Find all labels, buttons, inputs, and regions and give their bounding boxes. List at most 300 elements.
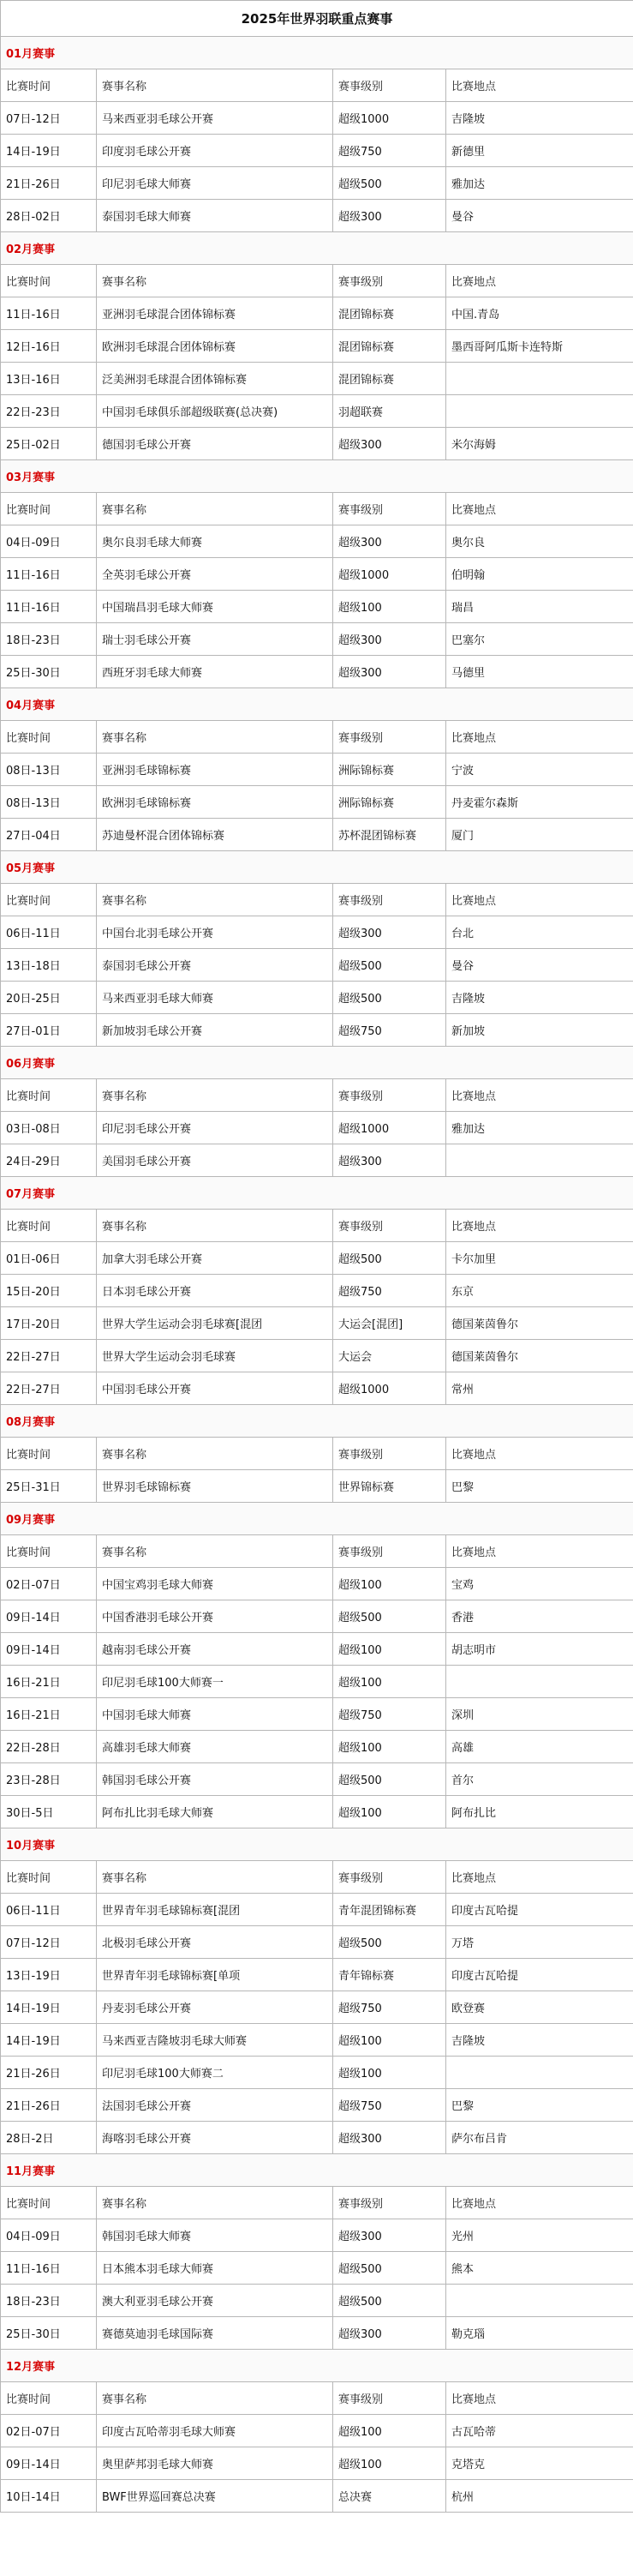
month-label: 01月赛事 [1, 37, 633, 69]
event-date: 06日-11日 [1, 1894, 97, 1926]
month-label: 11月赛事 [1, 2154, 633, 2187]
event-name: 马来西亚羽毛球大师赛 [97, 982, 333, 1014]
column-header: 赛事级别 [333, 2187, 446, 2219]
event-location: 胡志明市 [446, 1633, 633, 1666]
table-row [1, 786, 633, 819]
column-header-row [1, 1438, 633, 1470]
event-name: 奥尔良羽毛球大师赛 [97, 525, 333, 558]
column-header: 比赛时间 [1, 884, 97, 916]
event-location: 中国.青岛 [446, 297, 633, 330]
event-date: 07日-12日 [1, 1926, 97, 1959]
event-level: 超级100 [333, 2447, 446, 2480]
column-header: 比赛时间 [1, 265, 97, 297]
event-location: 新德里 [446, 135, 633, 167]
event-date: 14日-19日 [1, 2024, 97, 2057]
table-row [1, 2089, 633, 2122]
event-name: 泰国羽毛球大师赛 [97, 200, 333, 232]
event-name: 世界青年羽毛球锦标赛[混团 [97, 1894, 333, 1926]
event-location: 香港 [446, 1600, 633, 1633]
event-level: 超级500 [333, 949, 446, 982]
event-date: 18日-23日 [1, 623, 97, 656]
table-row [1, 982, 633, 1014]
table-row [1, 2219, 633, 2252]
month-header-row [1, 37, 633, 69]
title-row [1, 1, 633, 37]
event-name: 马来西亚羽毛球公开赛 [97, 102, 333, 135]
event-name: 泛美洲羽毛球混合团体锦标赛 [97, 363, 333, 395]
event-date: 24日-29日 [1, 1144, 97, 1177]
month-label: 09月赛事 [1, 1503, 633, 1535]
event-level: 总决赛 [333, 2480, 446, 2513]
event-location [446, 363, 633, 395]
table-row [1, 1014, 633, 1047]
event-level: 洲际锦标赛 [333, 754, 446, 786]
event-location: 米尔海姆 [446, 428, 633, 460]
event-level: 青年混团锦标赛 [333, 1894, 446, 1926]
event-date: 11日-16日 [1, 297, 97, 330]
column-header: 赛事级别 [333, 1535, 446, 1568]
table-row [1, 2285, 633, 2317]
month-label: 04月赛事 [1, 688, 633, 721]
event-date: 14日-19日 [1, 1991, 97, 2024]
page-title: 2025年世界羽联重点赛事 [1, 1, 633, 37]
event-date: 28日-2日 [1, 2122, 97, 2154]
event-name: 澳大利亚羽毛球公开赛 [97, 2285, 333, 2317]
event-name: 日本熊本羽毛球大师赛 [97, 2252, 333, 2285]
event-date: 23日-28日 [1, 1763, 97, 1796]
event-level: 超级1000 [333, 558, 446, 591]
table-row [1, 2480, 633, 2513]
month-label: 07月赛事 [1, 1177, 633, 1210]
table-row [1, 1340, 633, 1372]
event-name: 中国羽毛球俱乐部超级联赛(总决赛) [97, 395, 333, 428]
month-label: 03月赛事 [1, 460, 633, 493]
event-location: 深圳 [446, 1698, 633, 1731]
event-name: 印尼羽毛球100大师赛二 [97, 2057, 333, 2089]
event-level: 超级100 [333, 2024, 446, 2057]
event-date: 15日-20日 [1, 1275, 97, 1307]
event-location: 印度古瓦哈提 [446, 1959, 633, 1991]
event-name: 韩国羽毛球大师赛 [97, 2219, 333, 2252]
event-date: 22日-28日 [1, 1731, 97, 1763]
event-name: 新加坡羽毛球公开赛 [97, 1014, 333, 1047]
month-header-row [1, 2350, 633, 2382]
table-row [1, 2024, 633, 2057]
table-row [1, 1568, 633, 1600]
event-date: 18日-23日 [1, 2285, 97, 2317]
column-header: 赛事名称 [97, 884, 333, 916]
event-name: 泰国羽毛球公开赛 [97, 949, 333, 982]
event-location: 巴黎 [446, 2089, 633, 2122]
event-date: 13日-19日 [1, 1959, 97, 1991]
event-location [446, 1144, 633, 1177]
event-date: 13日-16日 [1, 363, 97, 395]
table-row [1, 916, 633, 949]
event-location: 宝鸡 [446, 1568, 633, 1600]
month-label: 05月赛事 [1, 851, 633, 884]
event-location: 常州 [446, 1372, 633, 1405]
event-location: 巴黎 [446, 1470, 633, 1503]
event-level: 超级500 [333, 167, 446, 200]
table-row [1, 1633, 633, 1666]
event-level: 大运会[混团] [333, 1307, 446, 1340]
table-row [1, 2252, 633, 2285]
event-level: 超级300 [333, 2219, 446, 2252]
event-name: 世界青年羽毛球锦标赛[单项 [97, 1959, 333, 1991]
event-name: 加拿大羽毛球公开赛 [97, 1242, 333, 1275]
column-header-row [1, 2382, 633, 2415]
event-location: 台北 [446, 916, 633, 949]
event-level: 超级300 [333, 1144, 446, 1177]
event-location: 巴塞尔 [446, 623, 633, 656]
event-name: 世界羽毛球锦标赛 [97, 1470, 333, 1503]
column-header: 赛事名称 [97, 1861, 333, 1894]
event-location: 雅加达 [446, 1112, 633, 1144]
table-row [1, 135, 633, 167]
table-row [1, 167, 633, 200]
event-level: 超级500 [333, 982, 446, 1014]
event-name: 世界大学生运动会羽毛球赛 [97, 1340, 333, 1372]
column-header: 比赛地点 [446, 1079, 633, 1112]
table-row [1, 1894, 633, 1926]
table-row [1, 1242, 633, 1275]
column-header-row [1, 493, 633, 525]
table-row [1, 330, 633, 363]
column-header-row [1, 884, 633, 916]
event-level: 超级750 [333, 2089, 446, 2122]
event-location [446, 1666, 633, 1698]
column-header: 比赛地点 [446, 1210, 633, 1242]
event-name: 印尼羽毛球100大师赛一 [97, 1666, 333, 1698]
event-name: 美国羽毛球公开赛 [97, 1144, 333, 1177]
event-date: 27日-04日 [1, 819, 97, 851]
event-date: 13日-18日 [1, 949, 97, 982]
event-location: 勒克瑙 [446, 2317, 633, 2350]
event-level: 超级300 [333, 623, 446, 656]
event-name: 中国台北羽毛球公开赛 [97, 916, 333, 949]
table-row [1, 1307, 633, 1340]
event-level: 超级750 [333, 1275, 446, 1307]
column-header: 赛事级别 [333, 493, 446, 525]
column-header: 赛事级别 [333, 1438, 446, 1470]
event-level: 超级1000 [333, 1372, 446, 1405]
event-date: 27日-01日 [1, 1014, 97, 1047]
event-name: 海喀羽毛球公开赛 [97, 2122, 333, 2154]
column-header: 比赛地点 [446, 721, 633, 754]
column-header: 赛事级别 [333, 1210, 446, 1242]
event-level: 超级750 [333, 1014, 446, 1047]
event-level: 超级500 [333, 1600, 446, 1633]
column-header-row [1, 1210, 633, 1242]
event-name: 西班牙羽毛球大师赛 [97, 656, 333, 688]
column-header: 赛事级别 [333, 2382, 446, 2415]
column-header: 比赛地点 [446, 265, 633, 297]
column-header: 赛事级别 [333, 1861, 446, 1894]
column-header: 比赛地点 [446, 884, 633, 916]
month-header-row [1, 2154, 633, 2187]
table-row [1, 1763, 633, 1796]
event-name: 北极羽毛球公开赛 [97, 1926, 333, 1959]
event-level: 超级100 [333, 2057, 446, 2089]
events-table-body [1, 1, 633, 2513]
column-header-row [1, 265, 633, 297]
column-header: 赛事名称 [97, 1079, 333, 1112]
event-date: 03日-08日 [1, 1112, 97, 1144]
event-level: 超级500 [333, 1926, 446, 1959]
event-name: 日本羽毛球公开赛 [97, 1275, 333, 1307]
event-name: 印尼羽毛球公开赛 [97, 1112, 333, 1144]
event-name: 丹麦羽毛球公开赛 [97, 1991, 333, 2024]
event-name: 赛德莫迪羽毛球国际赛 [97, 2317, 333, 2350]
column-header: 比赛地点 [446, 2187, 633, 2219]
event-date: 16日-21日 [1, 1666, 97, 1698]
table-row [1, 1275, 633, 1307]
event-date: 14日-19日 [1, 135, 97, 167]
event-level: 超级300 [333, 656, 446, 688]
event-location [446, 2285, 633, 2317]
event-level: 超级100 [333, 591, 446, 623]
event-date: 06日-11日 [1, 916, 97, 949]
event-level: 超级100 [333, 1633, 446, 1666]
event-date: 11日-16日 [1, 558, 97, 591]
event-date: 21日-26日 [1, 167, 97, 200]
event-location: 卡尔加里 [446, 1242, 633, 1275]
event-location: 丹麦霍尔森斯 [446, 786, 633, 819]
event-name: 马来西亚吉隆坡羽毛球大师赛 [97, 2024, 333, 2057]
event-name: 印度羽毛球公开赛 [97, 135, 333, 167]
event-date: 04日-09日 [1, 2219, 97, 2252]
table-row [1, 2057, 633, 2089]
event-location [446, 395, 633, 428]
column-header: 赛事级别 [333, 721, 446, 754]
month-header-row [1, 232, 633, 265]
event-name: BWF世界巡回赛总决赛 [97, 2480, 333, 2513]
column-header: 比赛时间 [1, 493, 97, 525]
table-row [1, 1666, 633, 1698]
column-header: 比赛时间 [1, 1210, 97, 1242]
event-name: 全英羽毛球公开赛 [97, 558, 333, 591]
event-level: 青年锦标赛 [333, 1959, 446, 1991]
month-label: 08月赛事 [1, 1405, 633, 1438]
event-date: 25日-31日 [1, 1470, 97, 1503]
event-location: 曼谷 [446, 200, 633, 232]
column-header: 比赛时间 [1, 1861, 97, 1894]
event-name: 苏迪曼杯混合团体锦标赛 [97, 819, 333, 851]
event-date: 10日-14日 [1, 2480, 97, 2513]
table-row [1, 1698, 633, 1731]
table-row [1, 819, 633, 851]
event-level: 超级1000 [333, 102, 446, 135]
month-label: 02月赛事 [1, 232, 633, 265]
table-row [1, 591, 633, 623]
column-header: 比赛时间 [1, 721, 97, 754]
month-label: 12月赛事 [1, 2350, 633, 2382]
event-name: 越南羽毛球公开赛 [97, 1633, 333, 1666]
month-header-row [1, 1177, 633, 1210]
table-row [1, 2415, 633, 2447]
column-header: 赛事名称 [97, 1535, 333, 1568]
table-row [1, 623, 633, 656]
event-level: 超级500 [333, 1763, 446, 1796]
event-level: 超级300 [333, 916, 446, 949]
table-row [1, 2317, 633, 2350]
event-location: 万塔 [446, 1926, 633, 1959]
table-row [1, 1991, 633, 2024]
event-level: 超级750 [333, 135, 446, 167]
column-header: 赛事名称 [97, 721, 333, 754]
table-row [1, 1112, 633, 1144]
event-level: 超级300 [333, 525, 446, 558]
table-row [1, 1796, 633, 1828]
column-header-row [1, 2187, 633, 2219]
event-location: 东京 [446, 1275, 633, 1307]
event-date: 09日-14日 [1, 1600, 97, 1633]
event-name: 阿布扎比羽毛球大师赛 [97, 1796, 333, 1828]
event-level: 超级750 [333, 1991, 446, 2024]
event-date: 08日-13日 [1, 754, 97, 786]
event-location: 熊本 [446, 2252, 633, 2285]
month-header-row [1, 851, 633, 884]
column-header: 赛事名称 [97, 69, 333, 102]
table-row [1, 1926, 633, 1959]
column-header: 赛事名称 [97, 493, 333, 525]
table-row [1, 525, 633, 558]
event-level: 羽超联赛 [333, 395, 446, 428]
event-location: 首尔 [446, 1763, 633, 1796]
event-location: 高雄 [446, 1731, 633, 1763]
table-row [1, 395, 633, 428]
column-header: 比赛时间 [1, 2382, 97, 2415]
event-location: 阿布扎比 [446, 1796, 633, 1828]
event-date: 11日-16日 [1, 2252, 97, 2285]
month-header-row [1, 460, 633, 493]
event-name: 世界大学生运动会羽毛球赛[混团 [97, 1307, 333, 1340]
event-name: 欧洲羽毛球混合团体锦标赛 [97, 330, 333, 363]
event-name: 印度古瓦哈蒂羽毛球大师赛 [97, 2415, 333, 2447]
event-level: 超级300 [333, 428, 446, 460]
event-level: 超级300 [333, 2317, 446, 2350]
table-row [1, 1600, 633, 1633]
event-location: 杭州 [446, 2480, 633, 2513]
table-row [1, 363, 633, 395]
column-header: 赛事名称 [97, 2382, 333, 2415]
column-header: 比赛时间 [1, 1535, 97, 1568]
month-header-row [1, 1503, 633, 1535]
event-date: 20日-25日 [1, 982, 97, 1014]
event-date: 22日-23日 [1, 395, 97, 428]
event-name: 德国羽毛球公开赛 [97, 428, 333, 460]
table-row [1, 2447, 633, 2480]
column-header: 赛事级别 [333, 1079, 446, 1112]
event-date: 22日-27日 [1, 1340, 97, 1372]
event-location: 雅加达 [446, 167, 633, 200]
column-header: 赛事级别 [333, 884, 446, 916]
column-header: 赛事级别 [333, 69, 446, 102]
month-header-row [1, 1828, 633, 1861]
event-level: 大运会 [333, 1340, 446, 1372]
event-name: 中国香港羽毛球公开赛 [97, 1600, 333, 1633]
event-level: 超级500 [333, 2285, 446, 2317]
event-name: 中国羽毛球公开赛 [97, 1372, 333, 1405]
event-date: 09日-14日 [1, 1633, 97, 1666]
table-row [1, 428, 633, 460]
column-header: 比赛地点 [446, 1535, 633, 1568]
event-location: 新加坡 [446, 1014, 633, 1047]
column-header: 比赛地点 [446, 493, 633, 525]
column-header: 赛事名称 [97, 1210, 333, 1242]
table-row [1, 558, 633, 591]
event-date: 21日-26日 [1, 2057, 97, 2089]
table-row [1, 656, 633, 688]
event-name: 中国宝鸡羽毛球大师赛 [97, 1568, 333, 1600]
event-date: 17日-20日 [1, 1307, 97, 1340]
month-header-row [1, 1047, 633, 1079]
event-name: 亚洲羽毛球锦标赛 [97, 754, 333, 786]
event-level: 世界锦标赛 [333, 1470, 446, 1503]
table-row [1, 1372, 633, 1405]
event-location: 墨西哥阿瓜斯卡连特斯 [446, 330, 633, 363]
event-name: 中国瑞昌羽毛球大师赛 [97, 591, 333, 623]
event-date: 28日-02日 [1, 200, 97, 232]
event-location: 克塔克 [446, 2447, 633, 2480]
event-level: 超级100 [333, 1666, 446, 1698]
event-date: 02日-07日 [1, 1568, 97, 1600]
column-header-row [1, 721, 633, 754]
event-location: 欧登赛 [446, 1991, 633, 2024]
month-label: 10月赛事 [1, 1828, 633, 1861]
event-level: 超级750 [333, 1698, 446, 1731]
column-header: 比赛时间 [1, 69, 97, 102]
event-location: 吉隆坡 [446, 102, 633, 135]
table-row [1, 200, 633, 232]
table-row [1, 102, 633, 135]
table-row [1, 754, 633, 786]
event-date: 01日-06日 [1, 1242, 97, 1275]
event-name: 高雄羽毛球大师赛 [97, 1731, 333, 1763]
event-date: 12日-16日 [1, 330, 97, 363]
event-location [446, 2057, 633, 2089]
column-header: 比赛时间 [1, 1079, 97, 1112]
event-location: 曼谷 [446, 949, 633, 982]
table-row [1, 949, 633, 982]
event-date: 22日-27日 [1, 1372, 97, 1405]
column-header-row [1, 69, 633, 102]
column-header-row [1, 1535, 633, 1568]
column-header-row [1, 1079, 633, 1112]
event-level: 超级500 [333, 2252, 446, 2285]
event-date: 09日-14日 [1, 2447, 97, 2480]
event-level: 超级100 [333, 1796, 446, 1828]
event-location: 德国莱茵鲁尔 [446, 1307, 633, 1340]
event-location: 宁波 [446, 754, 633, 786]
column-header: 比赛地点 [446, 1861, 633, 1894]
event-date: 30日-5日 [1, 1796, 97, 1828]
event-date: 04日-09日 [1, 525, 97, 558]
event-location: 光州 [446, 2219, 633, 2252]
month-label: 06月赛事 [1, 1047, 633, 1079]
event-location: 马德里 [446, 656, 633, 688]
event-level: 混团锦标赛 [333, 297, 446, 330]
event-level: 混团锦标赛 [333, 330, 446, 363]
event-name: 瑞士羽毛球公开赛 [97, 623, 333, 656]
event-date: 25日-02日 [1, 428, 97, 460]
event-date: 02日-07日 [1, 2415, 97, 2447]
column-header: 比赛地点 [446, 2382, 633, 2415]
event-level: 超级100 [333, 1568, 446, 1600]
event-location: 伯明翰 [446, 558, 633, 591]
column-header: 比赛地点 [446, 1438, 633, 1470]
event-level: 超级500 [333, 1242, 446, 1275]
